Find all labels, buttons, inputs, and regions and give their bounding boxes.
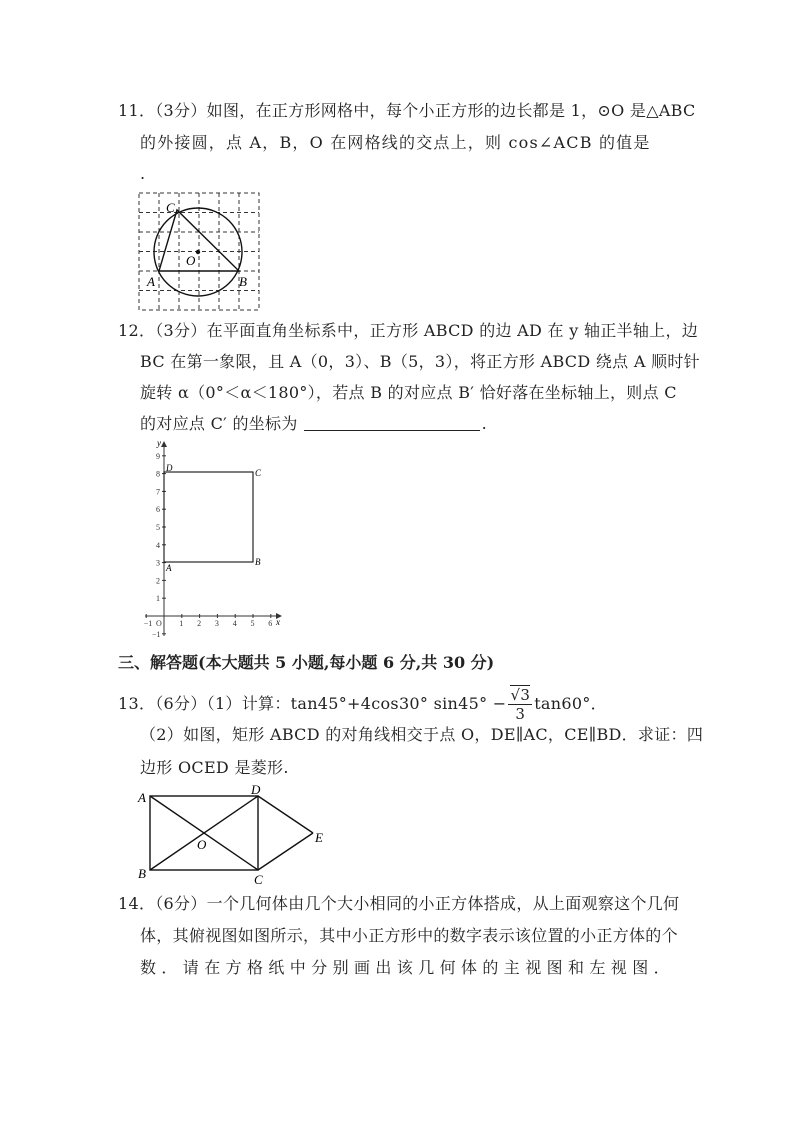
q12-line-4: [140, 413, 487, 435]
q12-x-tick-label: −1: [143, 619, 153, 628]
q12-coordinate-figure: [135, 438, 285, 638]
q13-label-e: E: [315, 830, 323, 845]
q12-y-tick-label: 2: [156, 576, 160, 586]
q14-line-2: 体，其俯视图如图所示，其中小正方形中的数字表示该位置的小正方体的个: [140, 926, 678, 945]
q13-line-1-text: 13．（6分）（1）计算：tan45°+4cos30° sin45° −: [118, 694, 507, 713]
q12-x-tick-label: 1: [179, 619, 184, 628]
q12-point-b: B: [255, 557, 261, 567]
q13-label-d: D: [251, 782, 261, 797]
q12-y-tick-label: 8: [156, 469, 160, 479]
q11-line-3: .: [140, 164, 146, 183]
q13-fraction: [508, 686, 532, 723]
q13-label-b: B: [138, 866, 146, 881]
q11-label-o: O: [186, 253, 196, 268]
q13-label-a: A: [138, 790, 146, 805]
q13-fraction-denominator: 3: [515, 705, 526, 723]
q13-segment-de: [258, 796, 313, 833]
q11-label-b: B: [239, 274, 247, 289]
q12-y-tick-label: 6: [156, 505, 160, 515]
q13-line-2: （2）如图，矩形 ABCD 的对角线相交于点 O，DE∥AC，CE∥BD．求证：四: [140, 725, 704, 744]
q12-y-tick-label: 1: [156, 594, 160, 604]
q12-line-4-end: .: [481, 414, 488, 433]
q12-line-2: BC 在第一象限，且 A（0，3）、B（5，3），将正方形 ABCD 绕点 A 顺时针: [140, 352, 700, 371]
q12-y-label: y: [157, 438, 161, 448]
q14-line-3: 数．请在方格纸中分别画出该几何体的主视图和左视图．: [140, 958, 676, 977]
q12-point-d: D: [166, 463, 173, 473]
q11-center-point: [196, 250, 200, 254]
q12-x-tick-label: 4: [232, 619, 237, 628]
q11-line-1: 11．（3分）如图，在正方形网格中，每个小正方形的边长都是 1，⊙O 是△ABC: [118, 101, 696, 120]
q11-line-2: 的外接圆，点 A，B，O 在网格线的交点上，则 cos∠ACB 的值是: [140, 133, 651, 152]
q12-y-tick-label: 4: [156, 540, 160, 550]
q12-line-1: 12．（3分）在平面直角坐标系中，正方形 ABCD 的边 AD 在 y 轴正半轴上，边: [118, 321, 699, 340]
q12-y-tick-label: 7: [156, 487, 160, 497]
q12-square-abcd: [164, 472, 253, 562]
q12-x-label: x: [276, 617, 280, 627]
q12-y-tick-label: 3: [156, 558, 160, 568]
q11-label-c: C: [166, 200, 175, 215]
q13-segment-ce: [258, 833, 313, 870]
section-3-title: 三、解答题(本大题共 5 小题,每小题 6 分,共 30 分): [118, 653, 495, 672]
q13-label-o: O: [197, 837, 207, 852]
q12-answer-blank[interactable]: [304, 414, 480, 431]
q12-point-c: C: [255, 468, 262, 478]
q12-x-tick-label: O: [156, 619, 162, 628]
q12-x-tick-label: 6: [268, 619, 273, 628]
q12-y-tick-label: 5: [156, 523, 160, 532]
q12-line-3: 旋转 α（0°＜α＜180°），若点 B 的对应点 B′ 恰好落在坐标轴上，则点 C: [140, 383, 677, 402]
q12-x-tick-label: 2: [197, 619, 202, 628]
q12-line-4-text: 的对应点 C′ 的坐标为: [140, 414, 298, 433]
q11-figure: [138, 190, 263, 315]
q13-line-1: [118, 686, 607, 723]
q13-line-3: 边形 OCED 是菱形.: [140, 758, 289, 777]
q12-y-tick-label: −1: [152, 629, 161, 639]
q11-label-a: A: [147, 274, 155, 289]
q13-fraction-numerator: √3: [510, 686, 531, 704]
q12-y-tick-label: 9: [156, 451, 160, 461]
q12-x-tick-label: 5: [250, 619, 255, 628]
q13-label-c: C: [254, 872, 263, 887]
q13-line-1-end: tan60°．: [534, 694, 607, 713]
q12-x-tick-label: 3: [214, 619, 219, 628]
q13-rectangle-figure: [135, 782, 335, 887]
q14-line-1: 14．（6分）一个几何体由几个大小相同的小正方体搭成，从上面观察这个几何: [118, 894, 680, 913]
q12-point-a: A: [166, 563, 172, 573]
